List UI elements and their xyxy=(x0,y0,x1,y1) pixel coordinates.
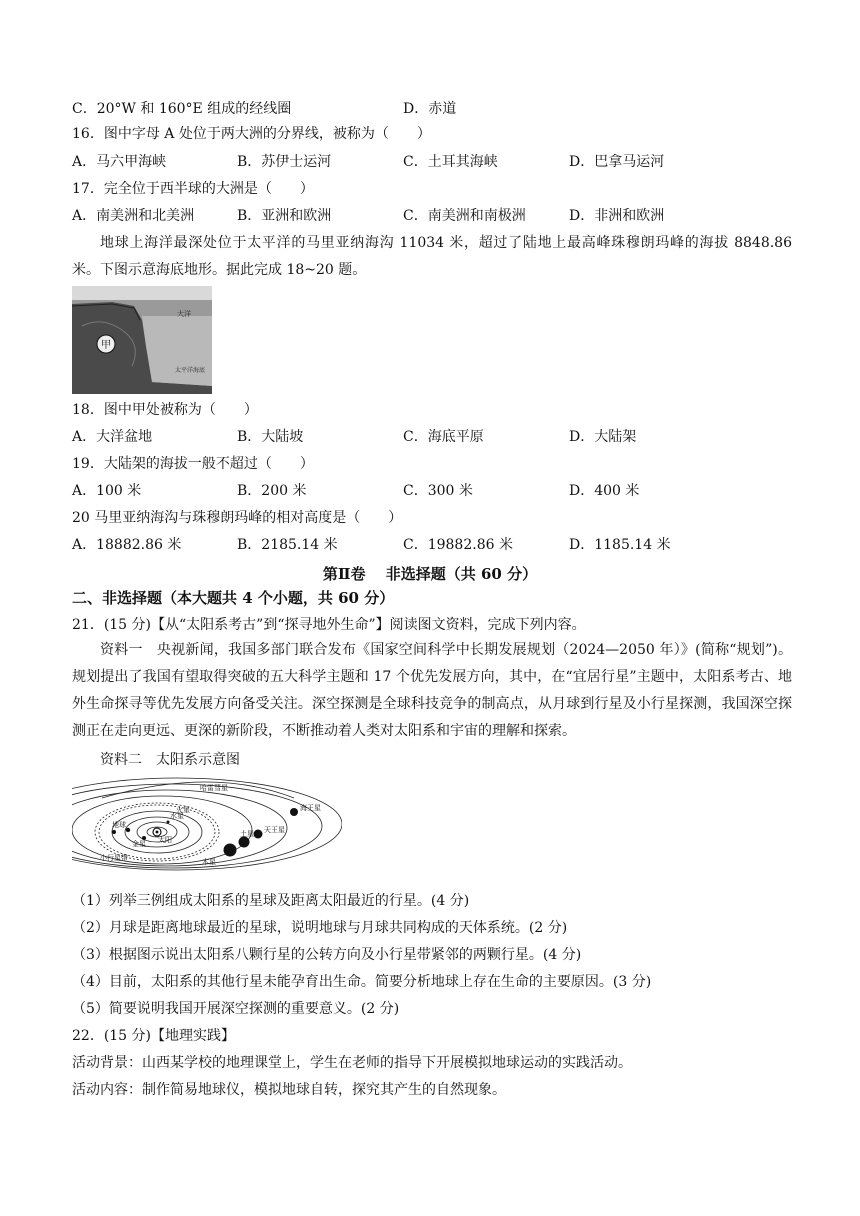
svg-text:地球: 地球 xyxy=(112,821,126,829)
q16-option-d: D．巴拿马运河 xyxy=(569,154,665,170)
q21-sub-5: （5）简要说明我国开展深空探测的重要意义。(2 分) xyxy=(72,1001,400,1017)
q20-option-c: C．19882.86 米 xyxy=(403,537,513,553)
q16-option-a: A．马六甲海峡 xyxy=(72,154,167,170)
svg-text:甲: 甲 xyxy=(101,340,111,351)
q18-option-a: A．大洋盆地 xyxy=(72,429,153,445)
q20-option-a: A．18882.86 米 xyxy=(72,537,182,553)
q17-option-b: B．亚洲和欧洲 xyxy=(237,208,332,224)
q21-material-2-title: 资料二 太阳系示意图 xyxy=(100,752,240,768)
neptune-icon xyxy=(290,808,298,816)
q21-sub-3: （3）根据图示说出太阳系八颗行星的公转方向及小行星带紧邻的两颗行星。(4 分) xyxy=(72,947,582,963)
mars-icon xyxy=(112,830,116,834)
mercury-icon xyxy=(167,821,170,824)
q15-option-c: C．20°W 和 160°E 组成的经线圈 xyxy=(72,101,292,117)
q22-content: 活动内容：制作简易地球仪，模拟地球自转，探究其产生的自然现象。 xyxy=(72,1082,506,1098)
intro-18-20: 地球上海洋最深处位于太平洋的马里亚纳海沟 11034 米，超过了陆地上最高峰珠穆朗玛峰的海拔 8848.86 米。下图示意海底地形。据此完成 18~20 题。 xyxy=(72,235,792,278)
solar-system-diagram xyxy=(72,772,342,872)
q20-option-d: D．1185.14 米 xyxy=(569,537,671,553)
q22-stem: 22．(15 分)【地理实践】 xyxy=(72,1028,236,1044)
q20-stem: 20 马里亚纳海沟与珠穆朗玛峰的相对高度是（ ） xyxy=(72,510,403,526)
svg-text:天王星: 天王星 xyxy=(264,826,285,834)
svg-text:太阳: 太阳 xyxy=(158,836,172,844)
svg-text:太平洋海底: 太平洋海底 xyxy=(174,367,206,374)
q17-stem: 17．完全位于西半球的大洲是（ ） xyxy=(72,181,314,197)
section-2-title: 二、非选择题（本大题共 4 个小题，共 60 分） xyxy=(72,589,395,607)
q21-sub-4: （4）目前，太阳系的其他行星未能孕育出生命。简要分析地球上存在生命的主要原因。(3 分) xyxy=(72,974,652,990)
uranus-icon xyxy=(254,830,263,839)
q18-option-c: C．海底平原 xyxy=(403,429,484,445)
q16-option-c: C．土耳其海峡 xyxy=(403,154,498,170)
seafloor-illustration xyxy=(72,286,212,394)
q15-option-d: D．赤道 xyxy=(403,101,457,117)
svg-text:小行星带: 小行星带 xyxy=(100,854,128,862)
earth-icon xyxy=(126,828,130,832)
svg-text:大洋: 大洋 xyxy=(177,310,191,318)
svg-text:金星: 金星 xyxy=(132,840,146,848)
svg-text:哈雷彗星: 哈雷彗星 xyxy=(200,784,228,792)
q21-stem: 21．(15 分)【从“太阳系考古”到“探寻地外生命”】阅读图文资料，完成下列内容。 xyxy=(72,617,586,633)
q19-option-c: C．300 米 xyxy=(403,483,473,499)
svg-text:海王星: 海王星 xyxy=(300,804,321,812)
q21-material-1: 资料一 央视新闻，我国多部门联合发布《国家空间科学中长期发展规划（2024—2050 年）》(简称“规划”)。规划提出了我国有望取得突破的五大科学主题和 17 个优先发展方向，其中，在“宜居行星”主题中，太阳系考古、地外生命探寻等优先发展方向备受关注。深空探测是全球科技竞争的制高点，从月球到行星及小行星探测，我国深空探测正在走向更远、更深的新阶段，不断推动着人类对太阳系和宇宙的理解和探索。 xyxy=(72,642,792,739)
q17-option-c: C．南美洲和南极洲 xyxy=(403,208,526,224)
q19-option-d: D．400 米 xyxy=(569,483,640,499)
q19-option-a: A．100 米 xyxy=(72,483,142,499)
svg-text:土星: 土星 xyxy=(240,830,254,838)
solar-system-illustration xyxy=(72,772,342,872)
q17-option-a: A．南美洲和北美洲 xyxy=(72,208,195,224)
q19-option-b: B．200 米 xyxy=(237,483,307,499)
seafloor-figure xyxy=(72,286,212,394)
q16-stem: 16．图中字母 A 处位于两大洲的分界线，被称为（ ） xyxy=(72,126,431,142)
q18-option-b: B．大陆坡 xyxy=(237,429,304,445)
q21-sub-1: （1）列举三例组成太阳系的星球及距离太阳最近的行星。(4 分) xyxy=(72,893,470,909)
saturn-icon xyxy=(239,837,250,848)
q20-option-b: B．2185.14 米 xyxy=(237,537,338,553)
svg-text:水星: 水星 xyxy=(170,812,184,820)
jupiter-icon xyxy=(224,844,237,857)
part-ii-title: 第Ⅱ卷 非选择题（共 60 分） xyxy=(322,565,538,583)
svg-text:木星: 木星 xyxy=(202,858,216,866)
q21-sub-2: （2）月球是距离地球最近的星球，说明地球与月球共同构成的天体系统。(2 分) xyxy=(72,920,568,936)
q17-option-d: D．非洲和欧洲 xyxy=(569,208,665,224)
q22-background: 活动背景：山西某学校的地理课堂上，学生在老师的指导下开展模拟地球运动的实践活动。 xyxy=(72,1055,632,1071)
q19-stem: 19．大陆架的海拔一般不超过（ ） xyxy=(72,456,314,472)
q18-option-d: D．大陆架 xyxy=(569,429,637,445)
svg-text:火星: 火星 xyxy=(176,806,190,814)
q18-stem: 18．图中甲处被称为（ ） xyxy=(72,402,258,418)
q16-option-b: B．苏伊士运河 xyxy=(237,154,332,170)
